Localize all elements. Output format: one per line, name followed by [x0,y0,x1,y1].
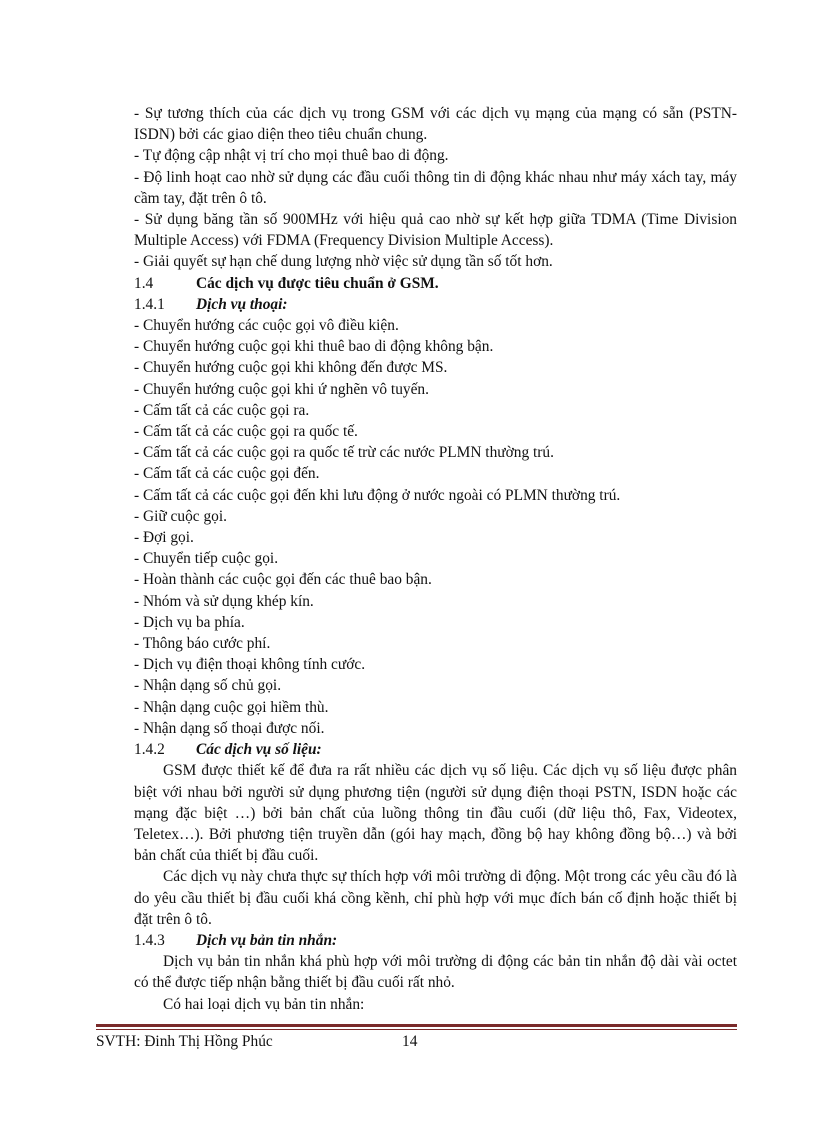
list-item: - Chuyển tiếp cuộc gọi. [134,550,279,568]
section-title: Các dịch vụ số liệu: [196,741,322,759]
data-service-paragraph-1: GSM được thiết kế để đưa ra rất nhiều các dịch vụ số liệu. Các dịch vụ số liệu được phân biệt với nhau bởi người sử dụng phương tiện (người sử dụng điện thoại PSTN, ISDN hoặc các mạng đặc biệt …) bởi bản chất của luồng thông tin đầu cuối (dữ liệu thô, Fax, Videotex, Teletex…). Bởi phương tiện truyền dẫn (gói hay mạch, đồng bộ hay không đồng bộ…) và bởi bản chất của thiết bị đầu cuối. [134,762,737,865]
list-item: - Cấm tất cả các cuộc gọi ra. [134,401,310,419]
section-heading-1-4-2 [134,739,737,760]
list-item: - Nhóm và sử dụng khép kín. [134,592,314,610]
section-number: 1.4 [134,274,154,292]
section-number: 1.4.3 [134,931,165,949]
page-footer [96,1033,737,1055]
data-service-paragraph-2: Các dịch vụ này chưa thực sự thích hợp với môi trường di động. Một trong các yêu cầu đó là do yêu cầu thiết bị đầu cuối khá cồng kềnh, chỉ phù hợp với mục đích bán cố định hoặc thiết bị đặt trên ô tô. [134,868,737,928]
section-number: 1.4.2 [134,741,165,759]
intro-line-4: - Sử dụng băng tần số 900MHz với hiệu quả cao nhờ sự kết hợp giữa TDMA (Time Division Multiple Access) với FDMA (Frequency Division Multiple Access). [134,211,737,250]
footer-divider [96,1024,737,1030]
section-heading-1-4-1 [134,294,737,315]
document-body [134,103,737,1015]
list-item: - Cấm tất cả các cuộc gọi đến. [134,465,320,483]
page-number: 14 [402,1033,418,1050]
sms-paragraph-2: Có hai loại dịch vụ bản tin nhắn: [163,995,365,1013]
section-number: 1.4.1 [134,295,165,313]
intro-line-5: - Giải quyết sự hạn chế dung lượng nhờ việc sử dụng tần số tốt hơn. [134,253,553,271]
voice-service-list [134,315,737,739]
list-item: - Cấm tất cả các cuộc gọi ra quốc tế trừ các nước PLMN thường trú. [134,444,554,462]
list-item: - Dịch vụ điện thoại không tính cước. [134,656,366,674]
section-heading-1-4 [134,273,737,294]
list-item: - Hoàn thành các cuộc gọi đến các thuê bao bận. [134,571,432,589]
list-item: - Cấm tất cả các cuộc gọi ra quốc tế. [134,423,358,441]
list-item: - Dịch vụ ba phía. [134,613,245,631]
section-title: Dịch vụ thoại: [196,295,288,313]
list-item: - Cấm tất cả các cuộc gọi đến khi lưu động ở nước ngoài có PLMN thường trú. [134,486,621,504]
list-item: - Nhận dạng cuộc gọi hiềm thù. [134,698,329,716]
section-title: Các dịch vụ được tiêu chuẩn ở GSM. [196,274,439,292]
list-item: - Thông báo cước phí. [134,635,271,653]
sms-paragraph-1: Dịch vụ bản tin nhắn khá phù hợp với môi trường di động các bản tin nhắn độ dài vài octet có thể được tiếp nhận bằng thiết bị đầu cuối rất nhỏ. [134,953,737,992]
section-heading-1-4-3 [134,930,737,951]
list-item: - Giữ cuộc gọi. [134,507,227,525]
section-title: Dịch vụ bản tin nhắn: [196,931,338,949]
list-item: - Chuyển hướng cuộc gọi khi không đến được MS. [134,359,448,377]
list-item: - Chuyển hướng cuộc gọi khi ứ nghẽn vô tuyến. [134,380,429,398]
intro-line-1: - Sự tương thích của các dịch vụ trong GSM với các dịch vụ mạng của mạng có sẵn (PSTN- ISDN) bởi các giao diện theo tiêu chuẩn chung. [134,105,737,144]
list-item: - Đợi gọi. [134,529,194,547]
list-item: - Chuyển hướng các cuộc gọi vô điều kiện. [134,317,399,335]
list-item: - Chuyển hướng cuộc gọi khi thuê bao di động không bận. [134,338,494,356]
list-item: - Nhận dạng số chủ gọi. [134,677,282,695]
list-item: - Nhận dạng số thoại được nối. [134,719,325,737]
intro-line-2: - Tự động cập nhật vị trí cho mọi thuê bao di động. [134,147,449,165]
footer-author: SVTH: Đinh Thị Hồng Phúc [96,1033,273,1050]
intro-line-3: - Độ linh hoạt cao nhờ sử dụng các đầu cuối thông tin di động khác nhau như máy xách tay, máy cầm tay, đặt trên ô tô. [134,168,737,207]
